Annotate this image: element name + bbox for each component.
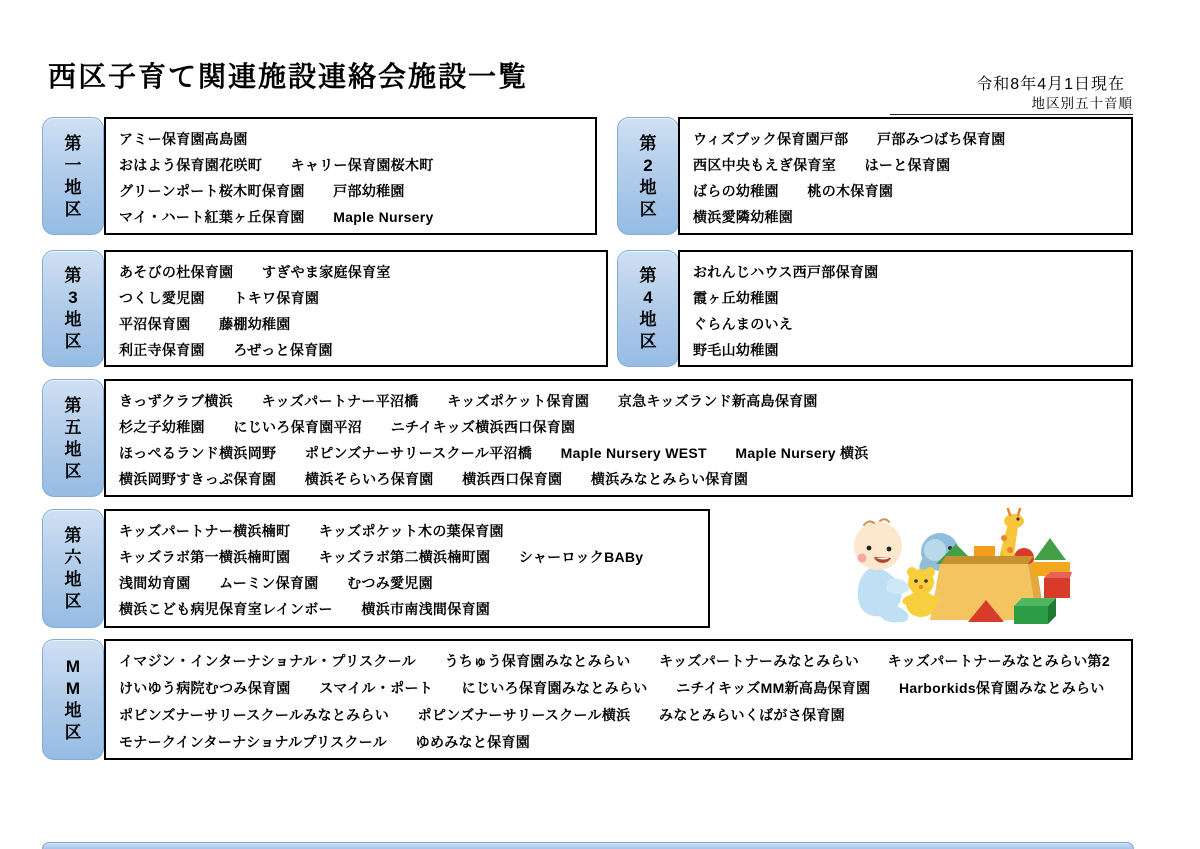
facility-line: キッズパートナー横浜楠町 キッズポケット木の葉保育園 — [119, 523, 504, 539]
facility-line: キッズラボ第一横浜楠町園 キッズラボ第二横浜楠町園 シャーロックBABy — [119, 549, 644, 565]
facility-line: マイ・ハート紅葉ヶ丘保育園 Maple Nursery — [119, 209, 434, 225]
district-label-char: 第 — [64, 133, 82, 153]
facility-line: ほっぺるランド横浜岡野 ポピンズナーサリースクール平沼橋 Maple Nursery WEST Maple Nursery 横浜 — [119, 445, 869, 461]
district-label-char: 第 — [64, 526, 82, 545]
district-label-char: M — [65, 657, 81, 676]
district-6-label-tab — [42, 509, 104, 628]
district-label-char: 地 — [64, 439, 82, 459]
facility-line: 横浜岡野すきっぷ保育園 横浜そらいろ保育園 横浜西口保育園 横浜みなとみらい保育園 — [119, 471, 749, 487]
facility-line: ばらの幼稚園 桃の木保育園 — [693, 183, 894, 199]
district-label-char: 区 — [639, 199, 657, 219]
facility-line: 野毛山幼稚園 — [693, 342, 779, 358]
district-label-char: 第 — [64, 395, 82, 415]
district-label-char: 一 — [64, 155, 82, 175]
district-2-facility-box — [678, 117, 1133, 235]
district-label-char: 地 — [639, 310, 657, 329]
district-label-char: 区 — [64, 723, 82, 742]
facility-line: 利正寺保育園 ろぜっと保育園 — [119, 342, 333, 358]
facility-line: けいゆう病院むつみ保育園 スマイル・ポート にじいろ保育園みなとみらい ニチイキッズMM新高島保育園 Harborkids保育園みなとみらい — [119, 680, 1105, 696]
green-cube-block-icon — [1014, 598, 1056, 624]
district-label-char: 地 — [64, 177, 82, 197]
facility-line: ぐらんまのいえ — [693, 316, 794, 332]
facility-line: おれんじハウス西戸部保育園 — [693, 264, 879, 280]
facility-line: 浅間幼育園 ムーミン保育園 むつみ愛児園 — [119, 575, 433, 591]
district-label-char: 地 — [64, 570, 82, 589]
bottom-page-strip — [42, 842, 1134, 849]
facility-line: 霞ヶ丘幼稚園 — [693, 290, 779, 306]
district-label-char: 区 — [64, 461, 82, 481]
facility-line: 杉之子幼稚園 にじいろ保育園平沼 ニチイキッズ横浜西口保育園 — [119, 419, 576, 435]
district-6-facility-box — [104, 509, 710, 628]
district-mm-facility-box — [104, 639, 1133, 760]
district-label-char: 第 — [639, 133, 657, 153]
district-1-facility-box — [104, 117, 597, 235]
district-4-facility-box — [678, 250, 1133, 367]
district-3-facility-box — [104, 250, 608, 367]
district-label-char: 第 — [64, 266, 82, 285]
facility-line: 横浜こども病児保育室レインボー 横浜市南浅間保育園 — [119, 601, 491, 617]
facility-line: 平沼保育園 藤棚幼稚園 — [119, 316, 291, 332]
district-label-char: 地 — [639, 177, 657, 197]
district-5-label-tab — [42, 379, 104, 497]
district-3-label-tab — [42, 250, 104, 367]
facility-line: おはよう保育園花咲町 キャリー保育園桜木町 — [119, 157, 434, 173]
district-4-label-tab — [617, 250, 679, 367]
district-label-char: 第 — [639, 266, 657, 285]
sort-note: 地区別五十音順 — [1031, 96, 1133, 111]
page-title: 西区子育て関連施設連絡会施設一覧 — [48, 61, 529, 92]
district-label-char: 3 — [68, 288, 78, 307]
district-label-char: 地 — [64, 701, 82, 720]
district-label-char: 五 — [64, 417, 82, 437]
district-label-char: 区 — [64, 199, 82, 219]
district-label-char: 区 — [64, 592, 82, 611]
baby-toys-illustration — [828, 508, 1072, 632]
facility-line: グリーンポート桜木町保育園 戸部幼稚園 — [119, 183, 405, 199]
facility-line: モナークインターナショナルプリスクール ゆめみなと保育園 — [119, 734, 531, 750]
district-label-char: 区 — [639, 332, 657, 351]
facility-line: きっずクラブ横浜 キッズパートナー平沼橋 キッズポケット保育園 京急キッズランド新高島保育園 — [119, 393, 818, 409]
sort-note-underline — [890, 92, 1133, 115]
district-label-char: 六 — [64, 548, 82, 567]
facility-line: 西区中央もえぎ保育室 はーと保育園 — [693, 157, 951, 173]
district-label-char: 4 — [643, 288, 653, 307]
district-label-char: 2 — [643, 155, 653, 175]
district-5-facility-box — [104, 379, 1133, 497]
facility-line: ポピンズナーサリースクールみなとみらい ポピンズナーサリースクール横浜 みなとみらいくばがさ保育園 — [119, 707, 845, 723]
date-note: 令和8年4月1日現在 — [976, 76, 1125, 93]
facility-line: ウィズブック保育園戸部 戸部みつばち保育園 — [693, 131, 1006, 147]
district-label-char: M — [65, 679, 81, 698]
facility-line: あそびの杜保育園 すぎやま家庭保育室 — [119, 264, 391, 280]
district-2-label-tab — [617, 117, 679, 235]
district-label-char: 区 — [64, 332, 82, 351]
district-label-char: 地 — [64, 310, 82, 329]
district-1-label-tab — [42, 117, 104, 235]
facility-line: つくし愛児園 トキワ保育園 — [119, 290, 320, 306]
baby-icon — [854, 519, 909, 622]
facility-line: アミー保育園高島園 — [119, 131, 248, 147]
facility-line: 横浜愛隣幼稚園 — [693, 209, 794, 225]
district-mm-label-tab — [42, 639, 104, 760]
facility-line: イマジン・インターナショナル・プリスクール うちゅう保育園みなとみらい キッズパートナーみなとみらい キッズパートナーみなとみらい第2 — [119, 653, 1110, 669]
